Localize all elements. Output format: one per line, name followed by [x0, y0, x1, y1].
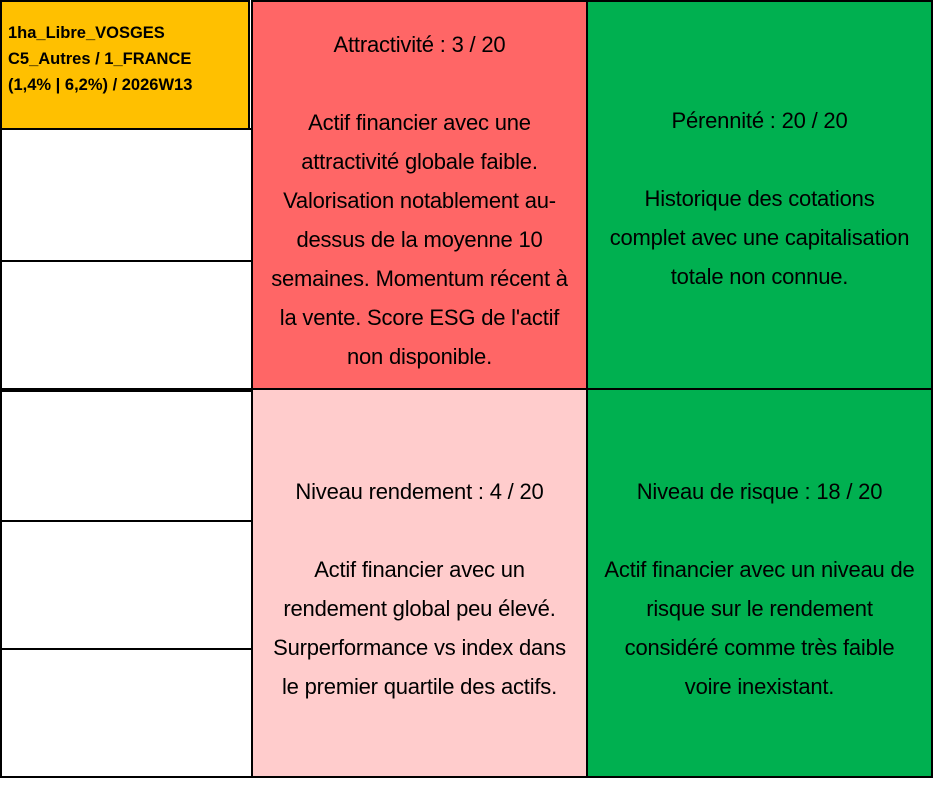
empty-cell-3: [0, 390, 253, 522]
asset-stats: (1,4% | 6,2%) / 2026W13: [8, 76, 193, 94]
asset-category: C5_Autres / 1_FRANCE: [8, 50, 192, 68]
attractivite-line: la vente. Score ESG de l'actif: [279, 305, 560, 330]
rendement-line: rendement global peu élevé.: [283, 596, 556, 621]
rendement-line: le premier quartile des actifs.: [281, 674, 558, 699]
risque-title: Niveau de risque : 18 / 20: [636, 479, 883, 504]
perennite-panel: [586, 0, 933, 390]
risque-line: considéré comme très faible: [624, 635, 895, 660]
attractivite-line: non disponible.: [346, 344, 492, 369]
asset-label-cell: [0, 0, 250, 130]
empty-cell-5: [0, 648, 253, 778]
empty-cell-2: [0, 260, 253, 390]
attractivite-title: Attractivité : 3 / 20: [333, 32, 506, 57]
risque-line: voire inexistant.: [684, 674, 835, 699]
attractivite-line: Valorisation notablement au-: [283, 188, 556, 213]
asset-name: 1ha_Libre_VOSGES: [8, 24, 165, 42]
perennite-line: totale non connue.: [670, 264, 849, 289]
attractivite-panel: [251, 0, 588, 390]
rendement-title: Niveau rendement : 4 / 20: [295, 479, 544, 504]
attractivite-line: semaines. Momentum récent à: [271, 266, 568, 291]
empty-cell-1: [0, 128, 253, 262]
risque-line: risque sur le rendement: [646, 596, 873, 621]
rendement-line: Surperformance vs index dans: [273, 635, 566, 660]
risque-panel: [586, 388, 933, 778]
rendement-line: Actif financier avec un: [314, 557, 525, 582]
risque-line: Actif financier avec un niveau de: [604, 557, 915, 582]
perennite-line: Historique des cotations: [644, 186, 875, 211]
perennite-title: Pérennité : 20 / 20: [671, 108, 848, 133]
empty-cell-4: [0, 520, 253, 650]
attractivite-line: attractivité globale faible.: [301, 149, 538, 174]
rendement-panel: [251, 388, 588, 778]
attractivite-line: dessus de la moyenne 10: [296, 227, 543, 252]
attractivite-line: Actif financier avec une: [308, 110, 531, 135]
perennite-line: complet avec une capitalisation: [609, 225, 910, 250]
